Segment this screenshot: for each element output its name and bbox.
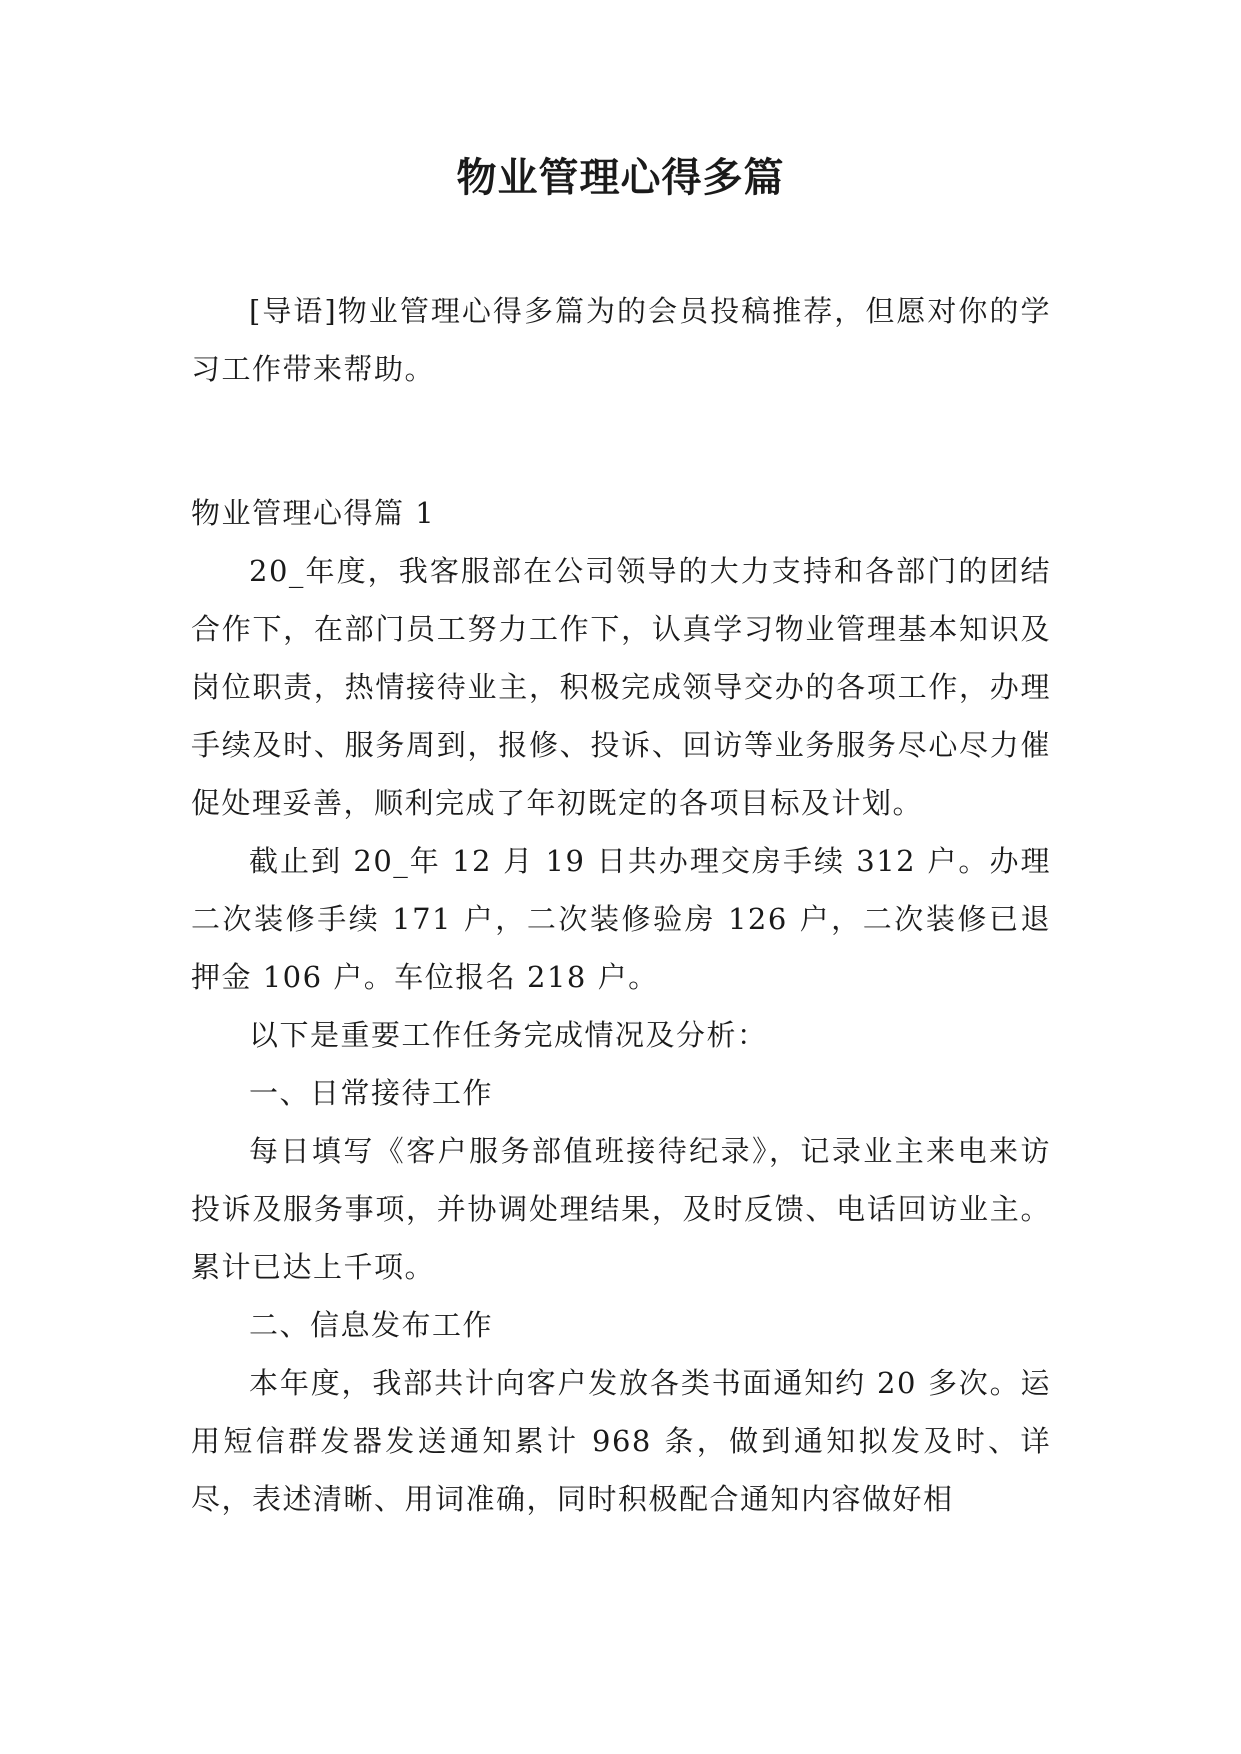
section-heading: 物业管理心得篇 1 <box>191 496 436 530</box>
document-title: 物业管理心得多篇 <box>456 155 785 201</box>
paragraph-overview: 以下是重要工作任务完成情况及分析： <box>249 1018 768 1052</box>
paragraph-statistics: 截止到 20_年 12 月 19 日共办理交房手续 312 户。办理二次装修手续 171 户，二次装修验房 126 户，二次装修已退押金 106 户。车位报名 218 户。 <box>191 844 1051 994</box>
document-body <box>191 282 1051 1528</box>
paragraph-annual-summary: 20_年度，我客服部在公司领导的大力支持和各部门的团结合作下，在部门员工努力工作下，认真学习物业管理基本知识及岗位职责，热情接待业主，积极完成领导交办的各项工作，办理手续及时、服务周到，报修、投诉、回访等业务服务尽心尽力催促处理妥善，顺利完成了年初既定的各项目标及计划。 <box>191 554 1051 820</box>
subheading-daily-reception: 一、日常接待工作 <box>249 1076 494 1110</box>
paragraph-daily-reception: 每日填写《客户服务部值班接待纪录》，记录业主来电来访投诉及服务事项，并协调处理结果，及时反馈、电话回访业主。累计已达上千项。 <box>191 1134 1051 1284</box>
paragraph-info-release: 本年度，我部共计向客户发放各类书面通知约 20 多次。运用短信群发器发送通知累计 968 条，做到通知拟发及时、详尽，表述清晰、用词准确，同时积极配合通知内容做好相 <box>191 1366 1051 1516</box>
subheading-info-release: 二、信息发布工作 <box>249 1308 494 1342</box>
intro-paragraph: [导语]物业管理心得多篇为的会员投稿推荐，但愿对你的学习工作带来帮助。 <box>191 294 1051 386</box>
